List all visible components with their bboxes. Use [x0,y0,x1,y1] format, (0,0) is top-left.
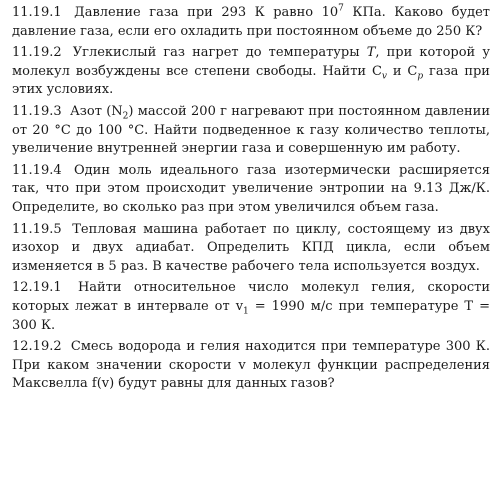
problem-number: 11.19.2 [12,45,62,61]
problem-text: , при которой у молекул возбуждены все степени свободы. Найти C [12,45,490,79]
problem-number: 11.19.5 [12,221,62,237]
problem-11-19-1 [12,4,490,41]
problem-11-19-4 [12,162,490,218]
problem-text: и C [386,63,418,79]
subscript: 1 [243,306,249,317]
problem-number: 12.19.1 [12,280,62,296]
problem-text: Смесь водорода и гелия находится при температуре 300 К. При каком значении скорости v молекул функции распределения Максвелла f(v) будут равны для данных газов? [12,339,490,392]
problem-text: ) массой 200 г нагревают при постоянном давлении от 20 °С до 100 °С. Найти подведенное к газу количество теплоты, увеличение внутренней энергии газа и совершенную им работу. [12,103,490,157]
problem-text: Тепловая машина работает по циклу, состоящему из двух изохор и двух адиабат. Определить КПД цикла, если объем изменяется в 5 раз. В качестве рабочего тела используется воздух. [12,221,491,274]
problem-number: 11.19.1 [12,5,62,20]
subscript: 2 [122,111,129,122]
variable-T: T [366,45,376,61]
problem-11-19-5 [12,221,490,277]
problem-text: Давление газа при 293 К равно 10 [74,5,339,20]
exponent: 7 [338,3,344,14]
subscript-p: p [417,71,424,82]
problem-11-19-2 [12,44,490,100]
problem-11-19-3 [12,103,490,159]
problem-text: Найти относительное число молекул гелия, скорости которых лежат в интервале от v [12,280,490,314]
problem-12-19-1 [12,279,490,335]
problem-number: 11.19.3 [12,103,62,119]
problem-number: 12.19.2 [12,339,62,355]
problem-text: КПа. Каково будет давление газа, если его охладить при постоянном объеме до 250 К? [12,5,490,39]
subscript-v: v [381,71,387,82]
problem-text: Один моль идеального газа изотермически расширяется так, что при этом происходит увеличение энтропии на 9.13 Дж/К. Определите, во сколько раз при этом увеличился объем газа. [12,162,490,215]
problem-number: 11.19.4 [12,162,62,178]
problem-text: газа при этих условиях. [12,63,490,98]
problem-text: Углекислый газ нагрет до температуры [72,45,367,61]
problem-text: = 1990 м/с при температуре T = 300 К. [12,298,490,333]
problem-text: Азот (N [69,103,123,119]
problem-12-19-2 [12,338,490,394]
